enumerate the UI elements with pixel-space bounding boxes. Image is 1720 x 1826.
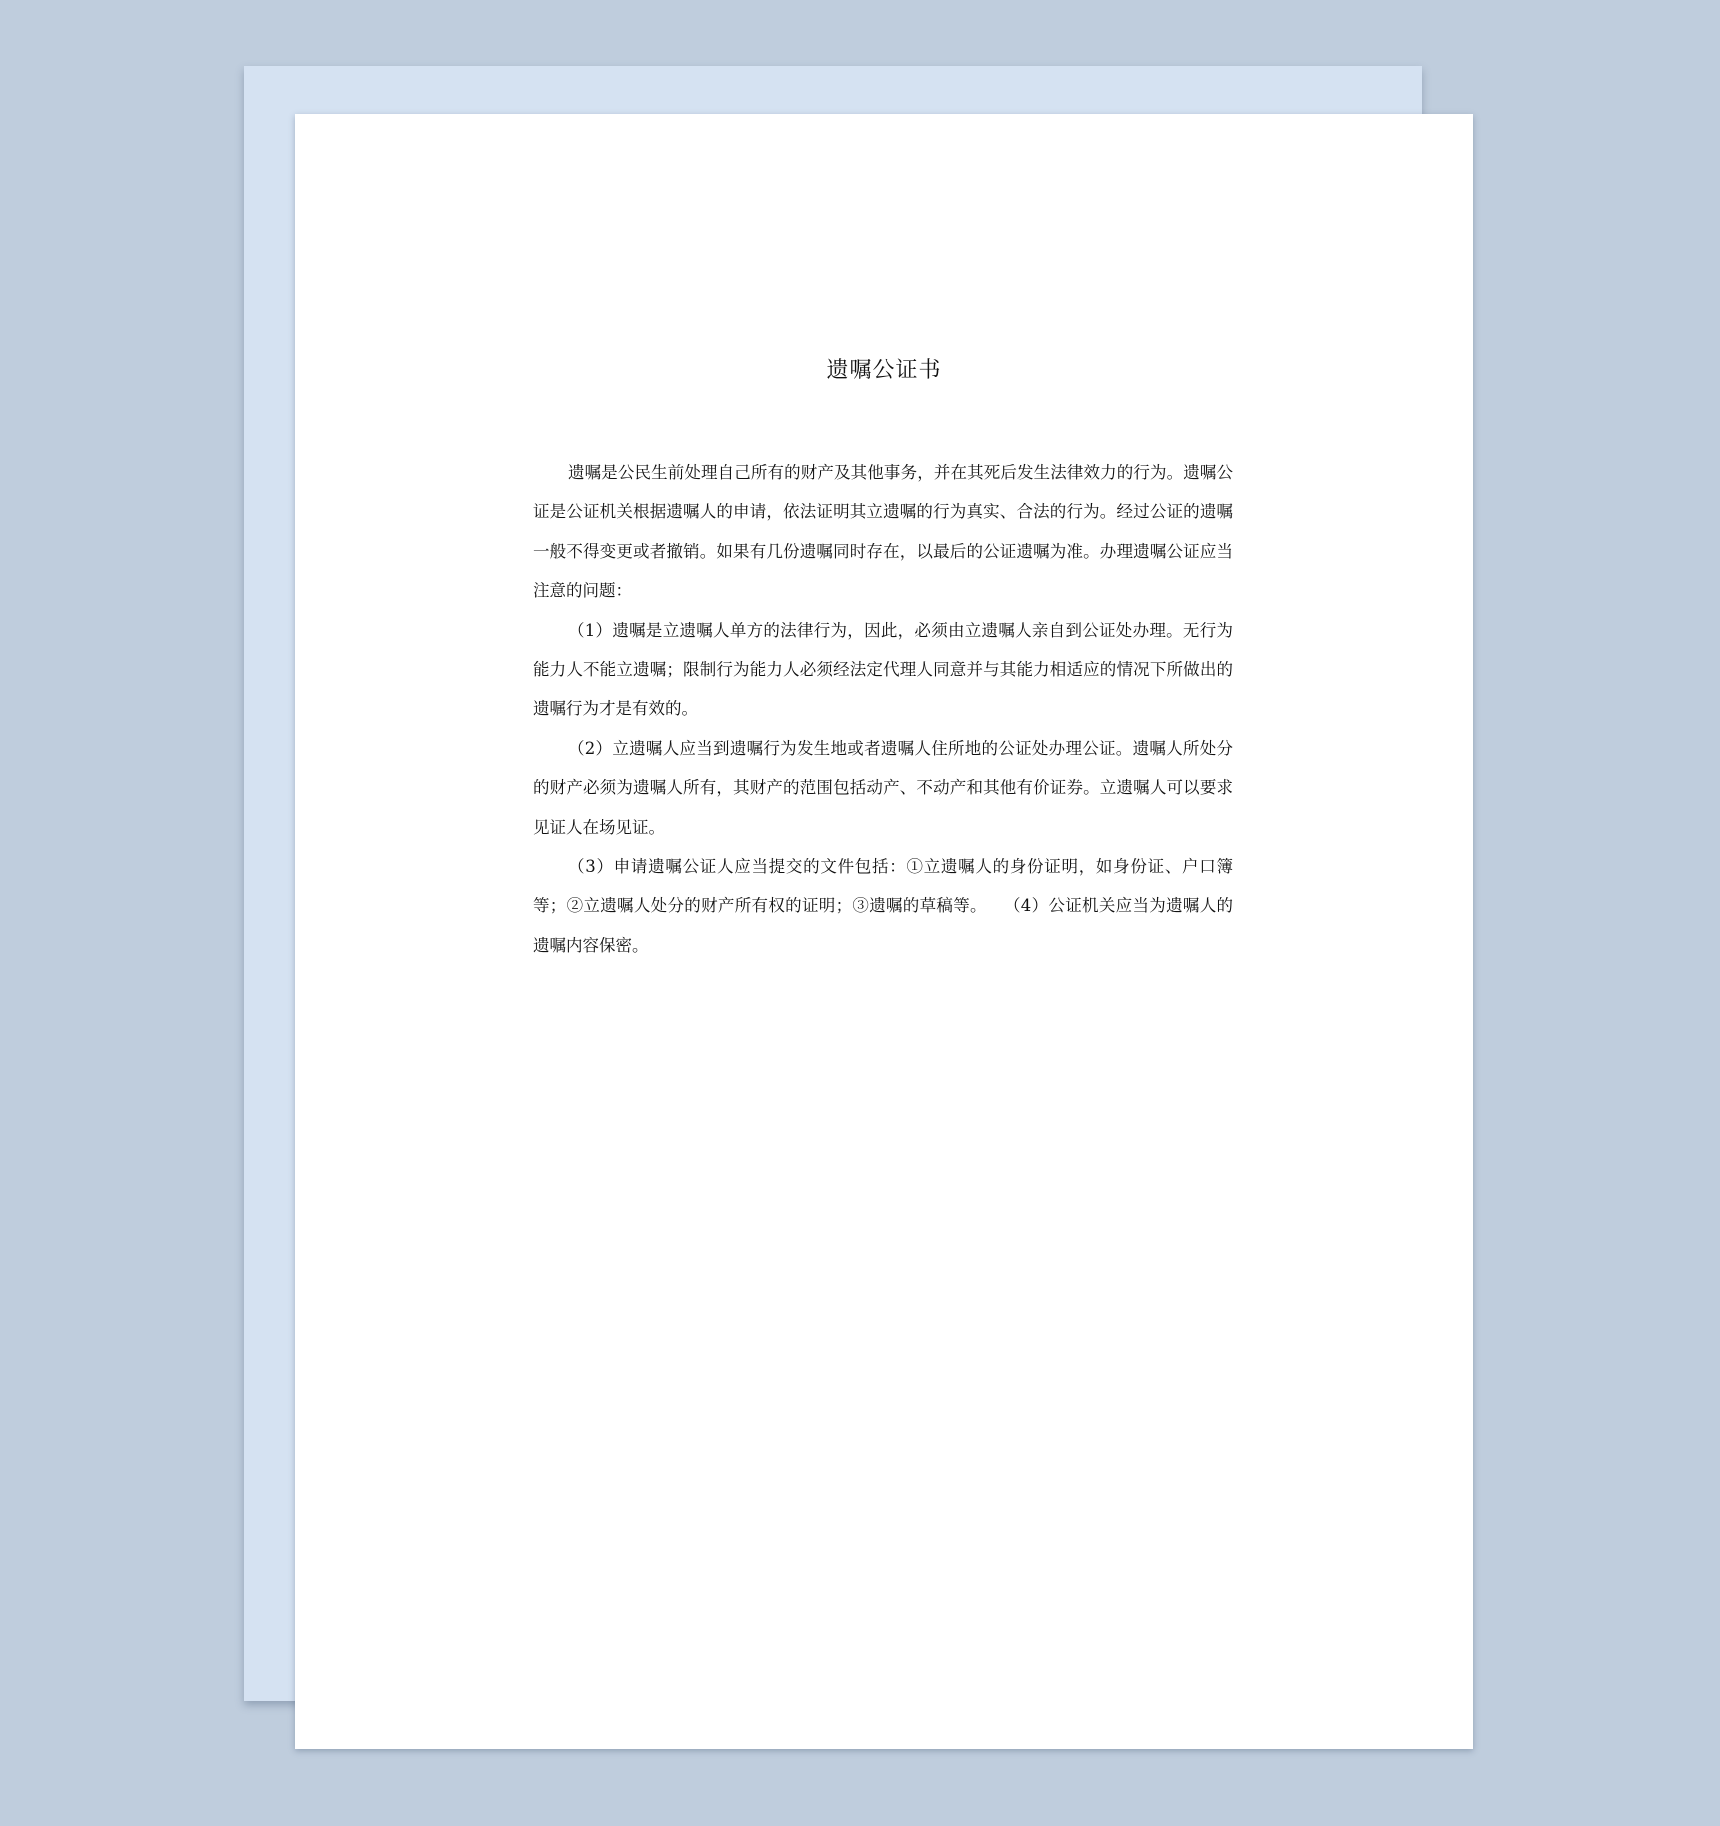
paragraph-item-3: （3）申请遗嘱公证人应当提交的文件包括：①立遗嘱人的身份证明，如身份证、户口簿等；②立遗嘱人处分的财产所有权的证明；③遗嘱的草稿等。 （4）公证机关应当为遗嘱人的遗嘱内容保密。 [533,857,1233,955]
paragraph-item-1: （1）遗嘱是立遗嘱人单方的法律行为，因此，必须由立遗嘱人亲自到公证处办理。无行为能力人不能立遗嘱；限制行为能力人必须经法定代理人同意并与其能力相适应的情况下所做出的遗嘱行为才是有效的。 [533,620,1233,719]
document-title: 遗嘱公证书 [826,358,942,383]
document-page [295,114,1473,1749]
paragraph-intro: 遗嘱是公民生前处理自己所有的财产及其他事务，并在其死后发生法律效力的行为。遗嘱公证是公证机关根据遗嘱人的申请，依法证明其立遗嘱的行为真实、合法的行为。经过公证的遗嘱一般不得变更或者撤销。如果有几份遗嘱同时存在，以最后的公证遗嘱为准。办理遗嘱公证应当注意的问题： [533,463,1233,601]
paragraph-item-2: （2）立遗嘱人应当到遗嘱行为发生地或者遗嘱人住所地的公证处办理公证。遗嘱人所处分的财产必须为遗嘱人所有，其财产的范围包括动产、不动产和其他有价证券。立遗嘱人可以要求见证人在场见证。 [533,738,1233,837]
document-body [533,453,1233,965]
